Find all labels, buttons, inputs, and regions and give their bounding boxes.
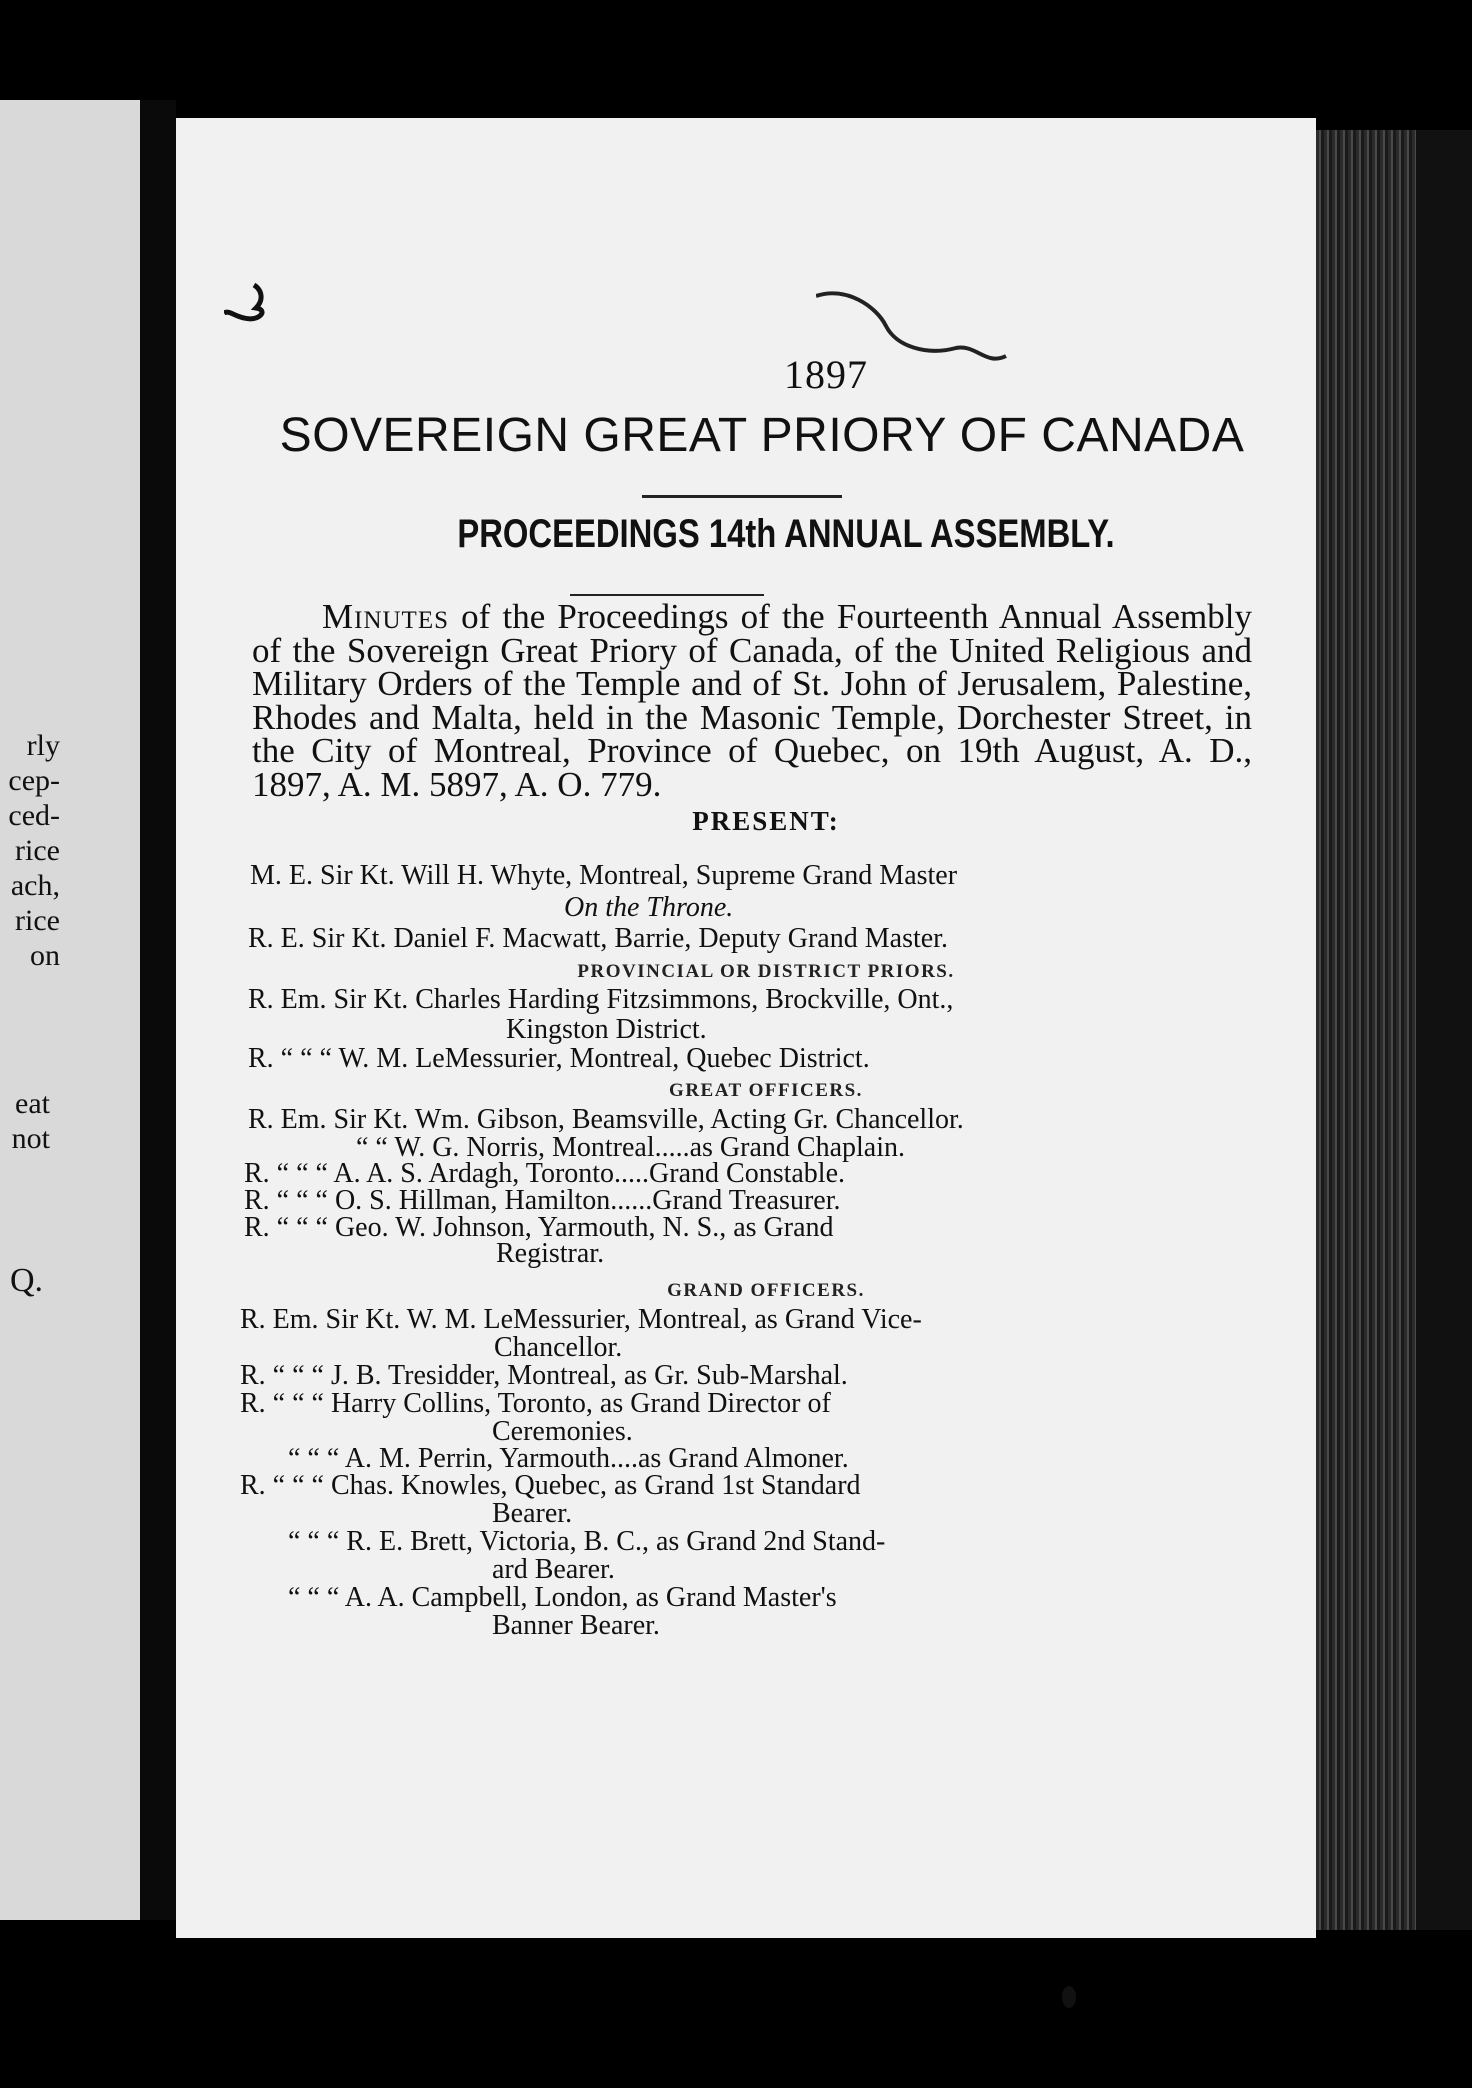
document-page bbox=[176, 118, 1316, 1938]
attendee-line: “ “ “ A. M. Perrin, Yarmouth....as Grand Almoner. bbox=[288, 1443, 849, 1474]
attendee-line: R. E. Sir Kt. Daniel F. Macwatt, Barrie, Deputy Grand Master. bbox=[248, 923, 948, 954]
fragment-line: rice bbox=[15, 834, 60, 867]
attendee-line: M. E. Sir Kt. Will H. Whyte, Montreal, Supreme Grand Master bbox=[250, 860, 958, 891]
attendee-line: R. “ “ “ A. A. S. Ardagh, Toronto.....Grand Constable. bbox=[244, 1158, 846, 1189]
attendee-line: R. Em. Sir Kt. W. M. LeMessurier, Montreal, as Grand Vice- bbox=[240, 1304, 922, 1335]
page-stack-edge bbox=[1316, 130, 1416, 1930]
fragment-line: rice bbox=[15, 904, 60, 937]
minutes-text: of the Proceedings of the Fourteenth Annual Assembly of the Sovereign Great Priory of Canada, of the United Religious and Military Orders of the Temple and of St. John of Jerusalem, Palestine, Rhodes and Malta, held in the Masonic Temple, Dorchester Street, in the City of Montreal, Province of Quebec, on 19th August, A. D., 1897, A. M. 5897, A. O. 779. bbox=[252, 597, 1253, 804]
attendee-line: Chancellor. bbox=[494, 1332, 623, 1363]
minutes-paragraph bbox=[252, 597, 1253, 804]
minutes-lead: Minutes bbox=[322, 597, 449, 636]
fragment-line: cep- bbox=[8, 764, 60, 797]
attendee-line: R. “ “ “ Harry Collins, Toronto, as Grand Director of bbox=[240, 1388, 831, 1419]
attendee-line: R. “ “ “ Chas. Knowles, Quebec, as Grand 1st Standard bbox=[240, 1470, 861, 1501]
attendee-line: Kingston District. bbox=[506, 1014, 707, 1045]
section-heading: GRAND OFFICERS. bbox=[667, 1280, 865, 1301]
attendee-line: ard Bearer. bbox=[492, 1554, 615, 1585]
attendee-line: “ “ “ A. A. Campbell, London, as Grand Master's bbox=[288, 1582, 837, 1613]
fragment-line: not bbox=[11, 1122, 50, 1155]
book-gutter bbox=[140, 100, 176, 1920]
attendee-line: “ “ “ R. E. Brett, Victoria, B. C., as Grand 2nd Stand- bbox=[288, 1526, 886, 1557]
previous-page-text bbox=[0, 728, 60, 973]
fragment-line: ach, bbox=[10, 869, 60, 902]
page-subtitle: PROCEEDINGS 14th ANNUAL ASSEMBLY. bbox=[457, 512, 1115, 556]
divider bbox=[570, 594, 764, 596]
previous-page-text-2 bbox=[0, 1086, 50, 1156]
attendee-line: R. “ “ “ Geo. W. Johnson, Yarmouth, N. S., as Grand bbox=[244, 1212, 834, 1243]
present-heading: PRESENT: bbox=[692, 806, 840, 836]
ink-blot bbox=[224, 280, 284, 330]
attendee-line: “ “ W. G. Norris, Montreal.....as Grand Chaplain. bbox=[356, 1132, 905, 1163]
page-year: 1897 bbox=[784, 352, 868, 397]
attendee-line: Registrar. bbox=[496, 1238, 605, 1269]
fragment-line: rly bbox=[26, 729, 60, 762]
attendee-line: R. “ “ “ O. S. Hillman, Hamilton......Grand Treasurer. bbox=[244, 1185, 841, 1216]
section-heading: PROVINCIAL OR DISTRICT PRIORS. bbox=[577, 961, 955, 982]
fragment-line: eat bbox=[15, 1087, 50, 1120]
attendee-line: Bearer. bbox=[492, 1498, 573, 1529]
attendee-line: R. “ “ “ J. B. Tresidder, Montreal, as Gr. Sub-Marshal. bbox=[240, 1360, 848, 1391]
section-heading: GREAT OFFICERS. bbox=[669, 1080, 863, 1101]
ink-spot bbox=[1062, 1986, 1076, 2008]
attendee-line: Ceremonies. bbox=[492, 1416, 633, 1447]
previous-page-strip bbox=[0, 100, 140, 1920]
book-edge-shadow bbox=[1416, 130, 1472, 1930]
fragment-line: ced- bbox=[8, 799, 60, 832]
page-title: SOVEREIGN GREAT PRIORY OF CANADA bbox=[279, 409, 1245, 462]
previous-page-q: Q. bbox=[10, 1262, 44, 1299]
attendee-line: R. Em. Sir Kt. Wm. Gibson, Beamsville, Acting Gr. Chancellor. bbox=[248, 1104, 964, 1135]
divider bbox=[642, 495, 842, 498]
attendee-line: Banner Bearer. bbox=[492, 1610, 660, 1641]
attendee-line: R. Em. Sir Kt. Charles Harding Fitzsimmons, Brockville, Ont., bbox=[248, 984, 954, 1015]
fragment-line: on bbox=[30, 939, 60, 972]
attendee-line: R. “ “ “ W. M. LeMessurier, Montreal, Quebec District. bbox=[248, 1043, 870, 1074]
attendee-line: On the Throne. bbox=[564, 892, 734, 923]
